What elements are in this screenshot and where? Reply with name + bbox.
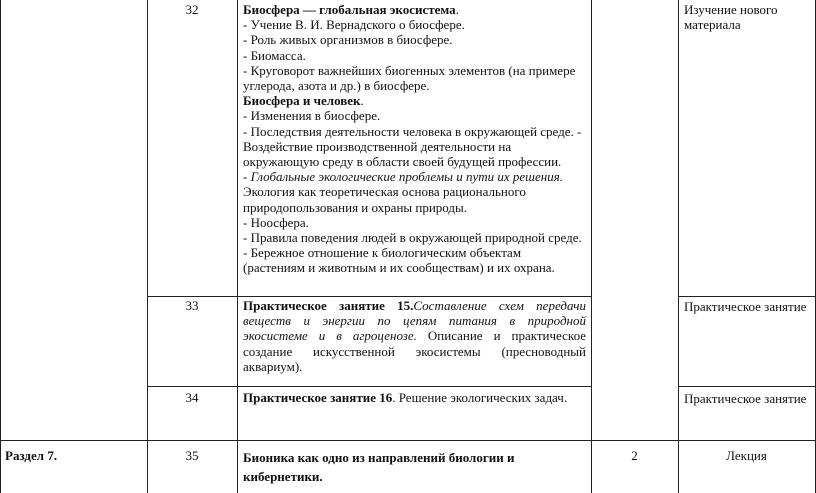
column-border	[0, 0, 1, 493]
row-border	[678, 296, 816, 297]
topic-cell: Практическое занятие 16. Решение экологических задач.	[243, 390, 568, 405]
row-border	[678, 386, 816, 387]
topic-cell: Биосфера — глобальная экосистема. - Учение В. И. Вернадского о биосфере. - Роль живых организмов в биосфере. - Биомасса. - Круговорот важнейших биогенных элементов (на примере углерода, азота и др.) в биосфере. Биосфера и человек. - Изменения в биосфере. - Последствия деятельности человека в окружающей среде. - Воздействие производственной деятельности на окружающую среду в области своей будущей профессии. - Глобальные экологические проблемы и пути их решения. Экология как теоретическая основа рационального природопользования и охраны природы. - Ноосфера. - Правила поведения людей в окружающей природной среде. - Бережное отношение к биологическим объектам (растениям и животным и их сообществам) и их охрана.	[243, 2, 586, 276]
column-border	[591, 0, 592, 493]
lesson-type: Практическое занятие	[684, 299, 807, 314]
lesson-number: 32	[185, 2, 199, 17]
column-border	[237, 0, 238, 493]
topic-line: - Изменения в биосфере.	[243, 108, 381, 124]
row-border	[0, 440, 816, 441]
topic-line: - Правила поведения людей в окружающей природной среде.	[243, 230, 582, 246]
column-border	[147, 0, 148, 493]
topic-line: - Ноосфера.	[243, 214, 309, 230]
row-border	[147, 296, 591, 297]
lesson-number: 33	[185, 298, 199, 313]
topic-cell: Бионика как одно из направлений биологии и кибернетики.	[243, 450, 515, 484]
lesson-number: 35	[185, 448, 199, 463]
column-border	[678, 0, 679, 493]
topic-line: - Учение В. И. Вернадского о биосфере.	[243, 17, 465, 33]
row-border	[147, 386, 591, 387]
section-label: Раздел 7.	[5, 448, 58, 463]
topic-heading: Биосфера и человек	[243, 93, 361, 109]
lesson-type: Практическое занятие	[684, 391, 807, 406]
topic-line: Экология как теоретическая основа рационального природопользования и охраны природы.	[243, 184, 526, 215]
topic-line: - Роль живых организмов в биосфере.	[243, 32, 453, 48]
lesson-type: Лекция	[726, 448, 767, 463]
lesson-number: 34	[185, 390, 199, 405]
topic-cell: Практическое занятие 15.Составление схем передачи веществ и энергии по цепям питания в природной экосистеме и в агроценозе. Описание и практическое создание искусственной экосистемы (пресноводный аквариум).	[243, 298, 587, 374]
topic-heading: Биосфера — глобальная экосистема	[243, 2, 456, 17]
topic-line: - Последствия деятельности человека в окружающей среде. - Воздействие производственной деятельности на окружающую среду в области своей будущей профессии.	[243, 123, 582, 170]
topic-line: - Бережное отношение к биологическим объектам (растениям и животным и их сообществам) и их охрана.	[243, 245, 555, 276]
hours: 2	[631, 448, 638, 463]
topic-heading: Практическое занятие 15.	[243, 298, 414, 313]
topic-line: - Глобальные экологические проблемы и пути их решения.	[243, 169, 564, 185]
topic-line: - Круговорот важнейших биогенных элементов (на примере углерода, азота и др.) в биосфере.	[243, 62, 576, 94]
topic-line: - Биомасса.	[243, 47, 306, 63]
topic-heading: Практическое занятие 16	[243, 390, 393, 405]
lesson-type: Изучение нового материала	[684, 2, 778, 33]
